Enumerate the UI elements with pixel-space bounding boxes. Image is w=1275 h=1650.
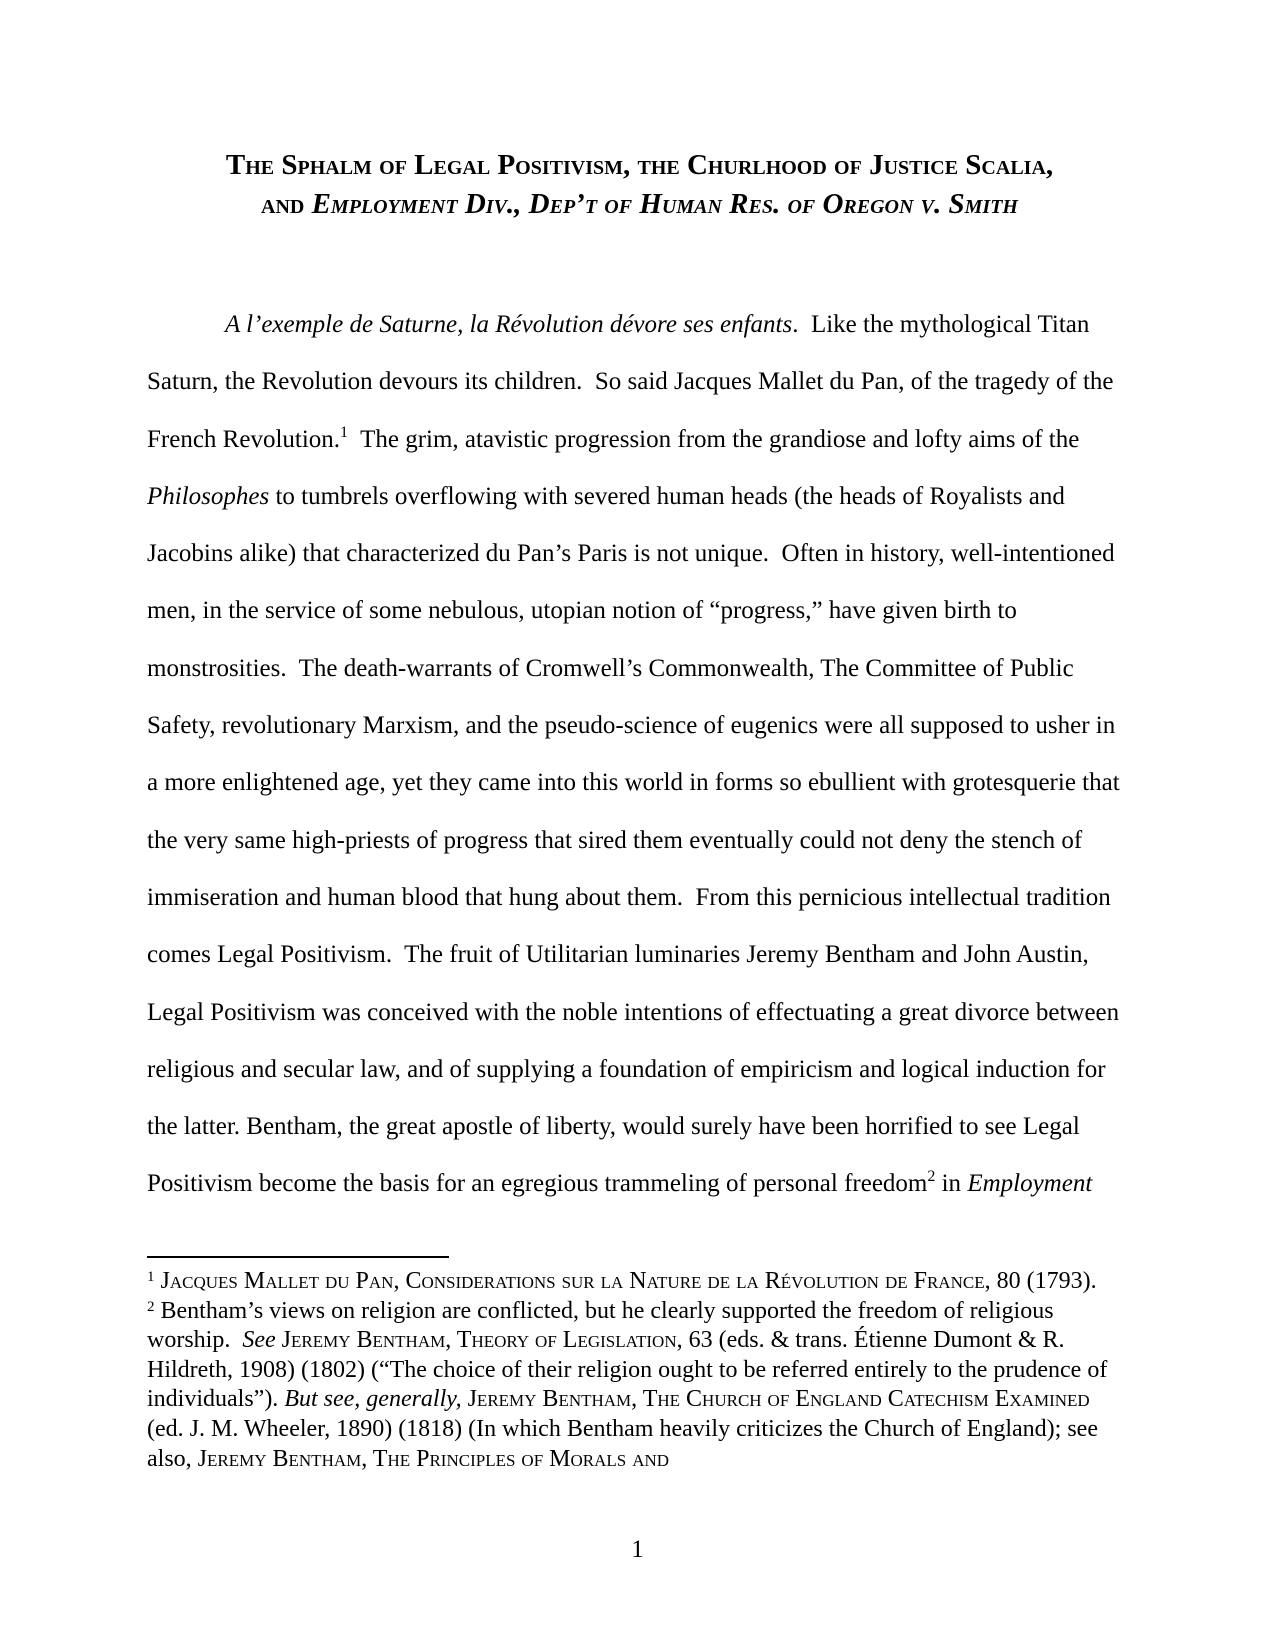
body-italic-case-name: Employment xyxy=(967,1170,1093,1198)
title-line-1-text: The Sphalm of Legal Positivism, the Churlhood of Justice Scalia, xyxy=(225,149,1054,181)
footnote-reference-2: 2 xyxy=(927,1168,936,1186)
footnote-2-text: 63 (eds. & trans. Étienne Dumont & R. Hildreth, 1908) (1802) (“The choice of their religion ought to be referred entirely to the prudence of individuals”). xyxy=(147,1327,1114,1413)
footnote-reference-1: 1 xyxy=(340,423,349,441)
title-line-2-case-name: Employment Div., Dep’t of Human Res. of Oregon v. Smith xyxy=(311,187,1018,220)
footnote-2-citation-smallcaps: Jeremy Bentham, The Principles of Morals and xyxy=(197,1445,670,1472)
body-text-segment: in xyxy=(935,1170,968,1198)
footnote-2 xyxy=(147,1297,1132,1475)
body-text-segment: to tumbrels overflowing with severed human heads (the heads of Royalists and Jacobins alike) that characterized du Pan’s Paris is not unique. Often in history, well-intentioned men, in the service of some nebulous, utopian notion of “progress,” have given birth to monstrosities. The death-warrants of Cromwell’s Commonwealth, The Committee of Public Safety, revolutionary Marxism, and the pseudo-science of eugenics were all supposed to usher in a more enlightened age, yet they came into this world in forms so ebullient with grotesquerie that the very same high-priests of progress that sired them eventually could not deny the stench of immiseration and human blood that hung about them. From this pernicious intellectual tradition comes Legal Positivism. The fruit of Utilitarian luminaries Jeremy Bentham and John Austin, Legal Positivism was conceived with the noble intentions of effectuating a great divorce between religious and secular law, and of supplying a foundation of empiricism and logical induction for the latter. Bentham, the great apostle of liberty, would surely have been horrified to see Legal Positivism become the basis for an egregious trammeling of personal freedom xyxy=(147,482,1126,1198)
footnote-1-text: 80 (1793). xyxy=(990,1268,1097,1294)
title-line-2-conjunction: and xyxy=(261,187,312,220)
body-paragraph xyxy=(147,296,1132,1213)
body-italic-philosophes: Philosophes xyxy=(147,482,270,510)
body-text-segment: . Like the mythological Titan Saturn, the Revolution devours its children. So said Jacques Mallet du Pan, of the tragedy of the French Revolution. xyxy=(147,311,1120,453)
footnote-2-text: (ed. J. M. Wheeler, 1890) (1818) (In which Bentham heavily criticizes the Church of England); see also, xyxy=(147,1386,1104,1472)
footnote-separator-rule xyxy=(147,1256,449,1258)
footnote-2-citation-smallcaps: Jeremy Bentham, The Church of England Catechism Examined xyxy=(467,1386,1090,1413)
footnote-1-citation-smallcaps: Jacques Mallet du Pan, Considerations sur la Nature de la Révolution de France, xyxy=(154,1268,991,1294)
title-line-2 xyxy=(147,185,1132,224)
footnote-1-marker: 1 xyxy=(147,1269,155,1285)
page-number: 1 xyxy=(631,1536,644,1563)
footnote-2-citation-smallcaps: Jeremy Bentham, Theory of Legislation, xyxy=(281,1327,683,1354)
footnotes-section xyxy=(147,1267,1132,1474)
body-text-segment: The grim, atavistic progression from the grandiose and lofty aims of the xyxy=(348,425,1086,453)
article-title xyxy=(147,146,1132,223)
body-epigraph-french: A l’exemple de Saturne, la Révolution dévore ses enfants xyxy=(225,311,793,338)
footnote-1 xyxy=(147,1267,1132,1297)
footnote-2-signal-but-see: But see, generally, xyxy=(284,1386,462,1413)
footnote-2-signal-see: See xyxy=(242,1327,276,1354)
title-line-1 xyxy=(147,146,1132,185)
footnote-2-text: Bentham’s views on religion are conflicted, but he clearly supported the freedom of religious worship. xyxy=(147,1297,1060,1354)
footnote-2-marker: 2 xyxy=(147,1298,155,1315)
